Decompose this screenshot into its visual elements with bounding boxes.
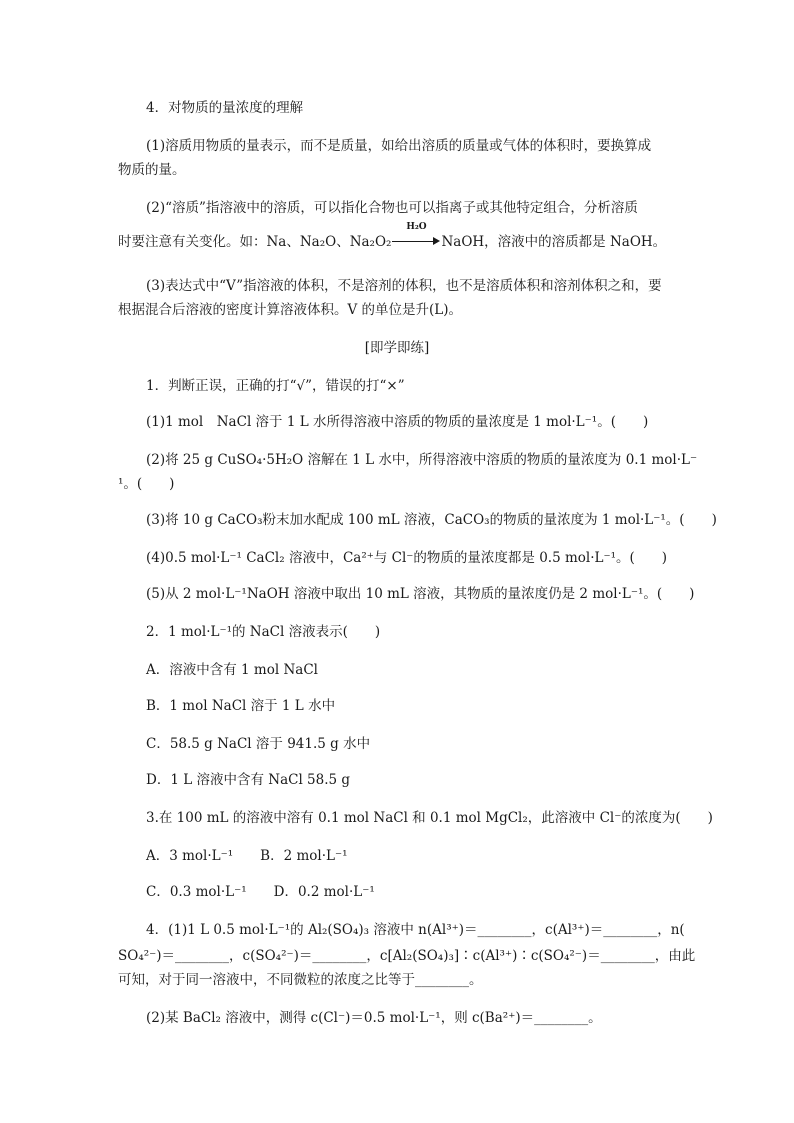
reaction-arrow-label: H₂O bbox=[406, 222, 427, 232]
question-4-line-2: SO₄²⁻)＝________，c(SO₄²⁻)＝________，c[Al₂(SO₄)₃]∶c(Al³⁺)∶c(SO₄²⁻)＝________，由此 bbox=[118, 948, 696, 964]
question-4-line-1: 4．(1)1 L 0.5 mol·L⁻¹的 Al₂(SO₄)₃ 溶液中 n(Al³⁺)＝________，c(Al³⁺)＝________，n( bbox=[146, 922, 685, 938]
question-1-item: (2)将 25 g CuSO₄·5H₂O 溶解在 1 L 水中，所得溶液中溶质的物质的量浓度为 0.1 mol·L⁻ bbox=[146, 452, 698, 468]
question-4-line-4: (2)某 BaCl₂ 溶液中，测得 c(Cl⁻)＝0.5 mol·L⁻¹，则 c(Ba²⁺)＝________。 bbox=[146, 1010, 602, 1026]
question-1-item: (4)0.5 mol·L⁻¹ CaCl₂ 溶液中，Ca²⁺与 Cl⁻的物质的量浓度都是 0.5 mol·L⁻¹。( ) bbox=[146, 550, 668, 566]
question-2-option-d: D．1 L 溶液中含有 NaCl 58.5 g bbox=[146, 772, 351, 788]
reaction-arrow bbox=[392, 222, 440, 248]
question-1-item: (5)从 2 mol·L⁻¹NaOH 溶液中取出 10 mL 溶液，其物质的量浓度仍是 2 mol·L⁻¹。( ) bbox=[146, 586, 695, 602]
point-2-line-1: (2)“溶质”指溶液中的溶质，可以指化合物也可以指离子或其他特定组合，分析溶质 bbox=[146, 200, 638, 216]
point-1-line-2: 物质的量。 bbox=[118, 162, 186, 178]
question-1-item: (1)1 mol NaCl 溶于 1 L 水所得溶液中溶质的物质的量浓度是 1 mol·L⁻¹。( ) bbox=[146, 414, 649, 430]
question-2-option-c: C．58.5 g NaCl 溶于 941.5 g 水中 bbox=[146, 736, 371, 752]
point-3-line-1: (3)表达式中“V”指溶液的体积，不是溶剂的体积，也不是溶质体积和溶剂体积之和，要 bbox=[146, 278, 662, 294]
question-3-options-row-2: C．0.3 mol·L⁻¹ D．0.2 mol·L⁻¹ bbox=[146, 884, 375, 900]
section-4-title: 4．对物质的量浓度的理解 bbox=[146, 100, 304, 116]
point-2-line-2 bbox=[118, 222, 667, 252]
question-4-line-3: 可知，对于同一溶液中，不同微粒的浓度之比等于________。 bbox=[118, 972, 483, 988]
question-1-item-continued: ¹。( ) bbox=[118, 476, 175, 492]
point-2-text-after-arrow: NaOH，溶液中的溶质都是 NaOH。 bbox=[441, 234, 667, 250]
point-3-line-2: 根据混合后溶液的密度计算溶液体积。V 的单位是升(L)。 bbox=[118, 302, 463, 318]
question-1-item: (3)将 10 g CaCO₃粉末加水配成 100 mL 溶液，CaCO₃的物质的量浓度为 1 mol·L⁻¹。( ) bbox=[146, 512, 717, 528]
point-2-text-before-arrow: 时要注意有关变化。如：Na、Na₂O、Na₂O₂ bbox=[118, 234, 392, 250]
practice-heading: [即学即练] bbox=[364, 340, 430, 356]
question-3-options-row-1: A．3 mol·L⁻¹ B．2 mol·L⁻¹ bbox=[146, 848, 348, 864]
question-2-stem: 2．1 mol·L⁻¹的 NaCl 溶液表示( ) bbox=[146, 624, 381, 640]
question-2-option-b: B．1 mol NaCl 溶于 1 L 水中 bbox=[146, 698, 336, 714]
question-1-stem: 1．判断正误，正确的打“√”，错误的打“×” bbox=[146, 378, 405, 394]
point-1-line-1: (1)溶质用物质的量表示，而不是质量，如给出溶质的质量或气体的体积时，要换算成 bbox=[146, 138, 652, 154]
question-3-stem: 3.在 100 mL 的溶液中溶有 0.1 mol NaCl 和 0.1 mol MgCl₂，此溶液中 Cl⁻的浓度为( ) bbox=[146, 810, 713, 826]
question-2-option-a: A．溶液中含有 1 mol NaCl bbox=[146, 662, 318, 678]
